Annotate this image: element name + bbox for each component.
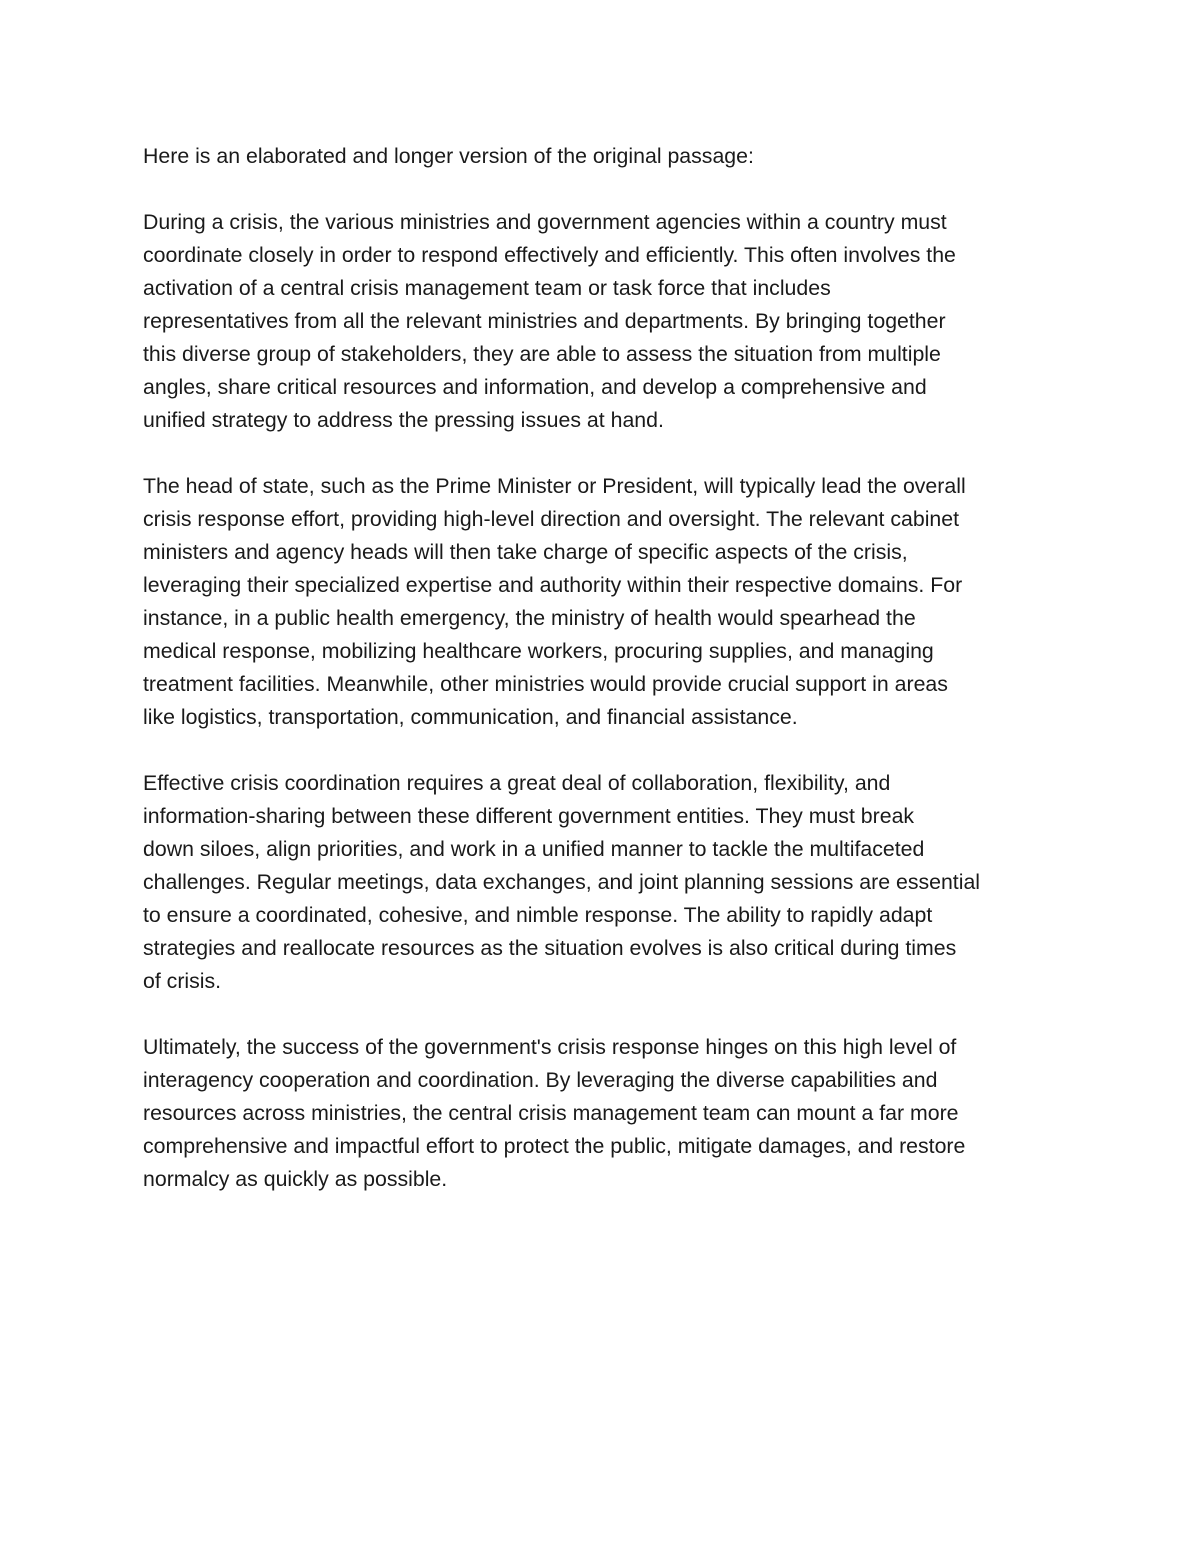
paragraph-1-line-5: this diverse group of stakeholders, they are able to assess the situation from multiple xyxy=(143,342,941,366)
paragraph-3-line-2: information-sharing between these different government entities. They must break xyxy=(143,804,915,828)
paragraph-2-line-7: treatment facilities. Meanwhile, other ministries would provide crucial support in areas xyxy=(143,672,948,696)
paragraph-2-line-5: instance, in a public health emergency, the ministry of health would spearhead the xyxy=(143,606,916,630)
intro-paragraph xyxy=(143,140,1078,173)
paragraph-3-line-7: of crisis. xyxy=(143,969,222,993)
paragraph-3-line-3: down siloes, align priorities, and work in a unified manner to tackle the multifaceted xyxy=(143,837,925,861)
paragraph-3-line-4: challenges. Regular meetings, data exchanges, and joint planning sessions are essential xyxy=(143,870,981,894)
paragraph-2-line-8: like logistics, transportation, communication, and financial assistance. xyxy=(143,705,798,729)
paragraph-3-line-6: strategies and reallocate resources as the situation evolves is also critical during times xyxy=(143,936,957,960)
paragraph-4-line-2: interagency cooperation and coordination. By leveraging the diverse capabilities and xyxy=(143,1068,938,1092)
intro-line: Here is an elaborated and longer version of the original passage: xyxy=(143,144,754,168)
paragraph-3-line-1: Effective crisis coordination requires a great deal of collaboration, flexibility, and xyxy=(143,771,891,795)
paragraph-1-line-4: representatives from all the relevant ministries and departments. By bringing together xyxy=(143,309,946,333)
paragraph-2-line-3: ministers and agency heads will then take charge of specific aspects of the crisis, xyxy=(143,540,908,564)
document-body xyxy=(143,140,1078,1229)
paragraph-2-line-1: The head of state, such as the Prime Minister or President, will typically lead the overall xyxy=(143,474,966,498)
paragraph-1-line-1: During a crisis, the various ministries and government agencies within a country must xyxy=(143,210,947,234)
paragraph-1-line-6: angles, share critical resources and information, and develop a comprehensive and xyxy=(143,375,927,399)
paragraph-3-line-5: to ensure a coordinated, cohesive, and nimble response. The ability to rapidly adapt xyxy=(143,903,933,927)
paragraph-2-line-4: leveraging their specialized expertise and authority within their respective domains. For xyxy=(143,573,963,597)
paragraph-1-line-3: activation of a central crisis management team or task force that includes xyxy=(143,276,831,300)
paragraph-4-line-4: comprehensive and impactful effort to protect the public, mitigate damages, and restore xyxy=(143,1134,966,1158)
paragraph-4-line-3: resources across ministries, the central crisis management team can mount a far more xyxy=(143,1101,959,1125)
paragraph-1-line-7: unified strategy to address the pressing issues at hand. xyxy=(143,408,664,432)
paragraph-2-line-6: medical response, mobilizing healthcare workers, procuring supplies, and managing xyxy=(143,639,934,663)
paragraph-1-line-2: coordinate closely in order to respond effectively and efficiently. This often involves the xyxy=(143,243,956,267)
paragraph-1 xyxy=(143,206,1078,437)
paragraph-2 xyxy=(143,470,1078,734)
paragraph-4 xyxy=(143,1031,1078,1196)
paragraph-3 xyxy=(143,767,1078,998)
paragraph-2-line-2: crisis response effort, providing high-level direction and oversight. The relevant cabinet xyxy=(143,507,960,531)
paragraph-4-line-1: Ultimately, the success of the government's crisis response hinges on this high level of xyxy=(143,1035,957,1059)
paragraph-4-line-5: normalcy as quickly as possible. xyxy=(143,1167,448,1191)
